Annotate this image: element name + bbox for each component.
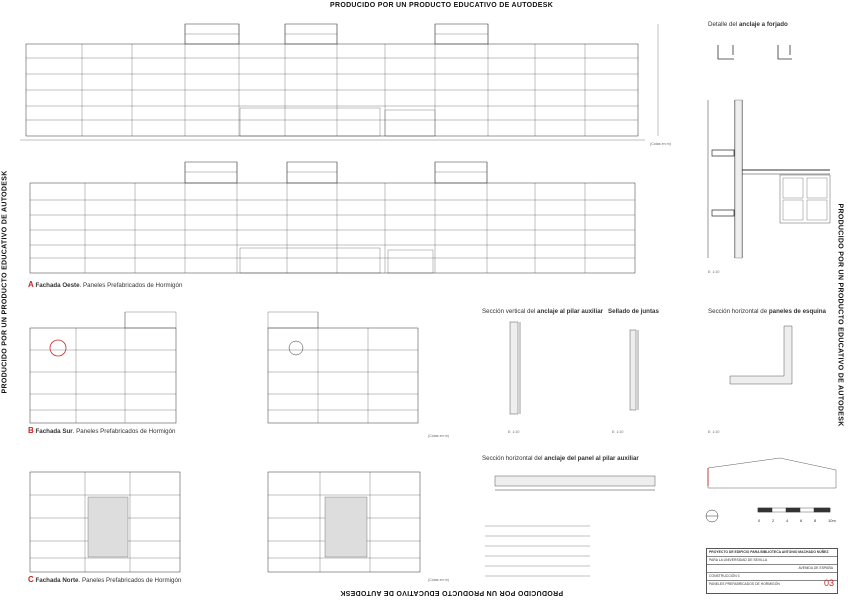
detail-vertical-section (510, 322, 520, 414)
elevation-top (20, 24, 658, 140)
detail-horizontal (495, 476, 655, 490)
caption-a-desc: . Paneles Prefabricados de Hormigón (79, 282, 183, 289)
north-arrow (706, 510, 718, 522)
detail-horizontal-prefix: Sección horizontal del (482, 455, 545, 462)
scale-note-3: (Cotas en m) (428, 578, 449, 582)
tb-subject: CONSTRUCCIÓN 3 (707, 573, 837, 581)
scale-tick: 0 (758, 518, 761, 523)
detail-horizontal-bold: anclaje del panel al pilar auxiliar (544, 455, 639, 462)
detail-juntas-title (608, 308, 659, 315)
detail-juntas (630, 330, 638, 410)
detail-esquina-bold: paneles de esquina (768, 308, 826, 315)
caption-a (28, 280, 182, 289)
detail-esquina-title (708, 308, 826, 315)
detail-juntas-bold: Sellado de juntas (608, 308, 659, 315)
caption-a-letter: A (28, 280, 34, 289)
caption-c-letter: C (28, 575, 34, 584)
caption-c-desc: . Paneles Prefabricados de Hormigón (78, 577, 182, 584)
detail-forjado (718, 45, 792, 59)
detail-scale-2: E: 1:10 (508, 430, 520, 434)
detail-vertical-title (482, 308, 603, 315)
caption-b-name: Fachada Sur (35, 428, 73, 435)
scale-note-2: (Cotas en m) (428, 434, 449, 438)
tb-project: PROYECTO DE EDIFICIO PARA BIBLIOTECA ANTONIO MACHADO NÚÑEZ (707, 549, 837, 557)
detail-forjado-prefix: Detalle del (708, 21, 739, 28)
tb-location: AVENIDA DE ESPAÑA (707, 565, 837, 573)
title-block (706, 548, 838, 594)
elevation-b (30, 312, 418, 423)
caption-a-name: Fachada Oeste (35, 282, 80, 289)
watermark-top: PRODUCIDO POR UN PRODUCTO EDUCATIVO DE AUTODESK (330, 2, 554, 9)
detail-esquina (730, 326, 792, 384)
caption-c-name: Fachada Norte (35, 577, 79, 584)
scale-tick: 8 (814, 518, 817, 523)
detail-vertical-bold: anclaje al pilar auxiliar (537, 308, 604, 315)
detail-vertical-prefix: Sección vertical del (482, 308, 538, 315)
tb-content: PANELES PREFABRICADOS DE HORMIGÓN (709, 582, 780, 586)
watermark-left: PRODUCIDO POR UN PRODUCTO EDUCATIVO DE AUTODESK (1, 170, 9, 394)
detail-horizontal-title (482, 455, 639, 462)
scale-tick: 4 (786, 518, 789, 523)
detail-forjado-title (708, 21, 788, 28)
caption-b-desc: . Paneles Prefabricados de Hormigón (72, 428, 176, 435)
elevation-a (30, 162, 635, 273)
scale-note-1: (Cotas en m) (650, 142, 671, 146)
caption-b (28, 426, 176, 435)
site-plan (708, 458, 836, 488)
detail-main-section (708, 100, 830, 258)
scale-tick: 10m (828, 518, 836, 523)
scale-tick: 6 (800, 518, 803, 523)
detail-esquina-prefix: Sección horizontal de (708, 308, 769, 315)
tb-university: PARA LA UNIVERSIDAD DE SEVILLA (707, 557, 837, 565)
watermark-bottom: PRODUCIDO POR UN PRODUCTO EDUCATIVO DE AUTODESK (340, 589, 564, 596)
scale-tick: 2 (772, 518, 775, 523)
detail-scale-3: E: 1:10 (612, 430, 624, 434)
watermark-right: PRODUCIDO POR UN PRODUCTO EDUCATIVO DE AUTODESK (836, 203, 844, 427)
caption-b-letter: B (28, 426, 34, 435)
tb-sheet-number: 03 (823, 578, 834, 588)
graphic-scale-bar (758, 508, 830, 512)
detail-scale-4: E: 1:10 (708, 430, 720, 434)
elevation-c (30, 472, 420, 572)
detail-forjado-bold: anclaje a forjado (738, 21, 788, 28)
detail-scale-1: E: 1:10 (708, 270, 720, 274)
caption-c (28, 575, 181, 584)
legend-notes (485, 526, 590, 576)
